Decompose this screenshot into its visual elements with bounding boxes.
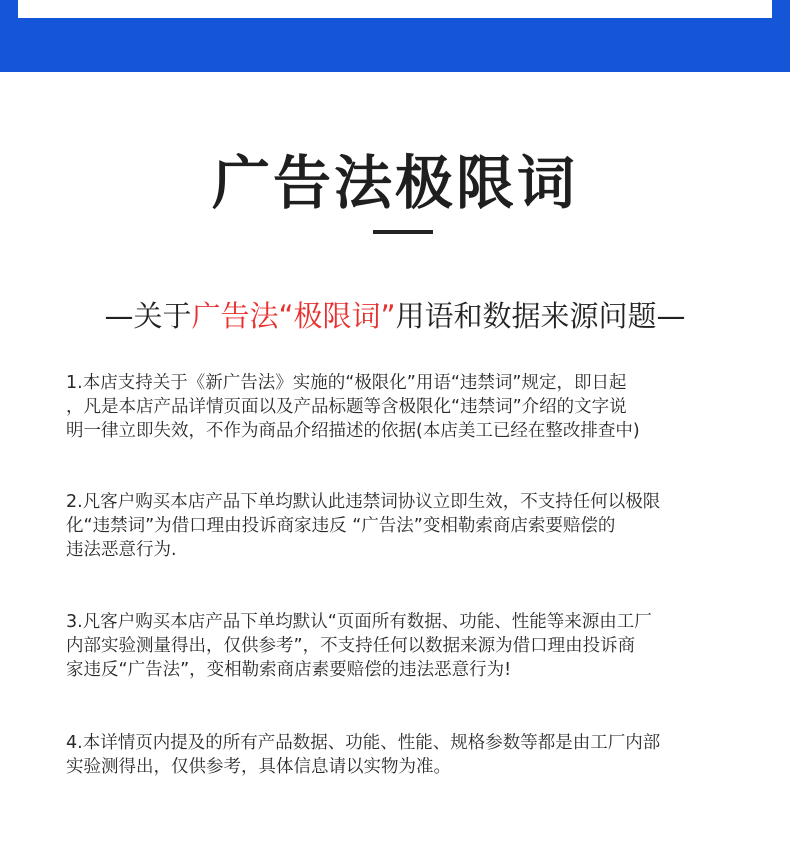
paragraph-line: 违法恶意行为. — [66, 540, 177, 560]
top-band-inner — [18, 0, 772, 18]
paragraph-line: 1.本店支持关于《新广告法》实施的“极限化”用语“违禁词”规定，即日起 — [66, 373, 627, 393]
paragraph-line: 4.本详情页内提及的所有产品数据、功能、性能、规格参数等都是由工厂内部 — [66, 733, 661, 753]
paragraph-1 — [66, 371, 746, 443]
top-band — [0, 0, 790, 72]
paragraph-line: 3.凡客户购买本店产品下单均默认“页面所有数据、功能、性能等来源由工厂 — [66, 612, 652, 632]
paragraph-line: 实验测得出，仅供参考，具体信息请以实物为准。 — [66, 757, 451, 777]
paragraph-line: 化“违禁词”为借口理由投诉商家违反 “广告法”变相勒索商店索要赔偿的 — [66, 516, 616, 536]
paragraph-line: 明一律立即失效，不作为商品介绍描述的依据(本店美工已经在整改排查中) — [66, 421, 640, 441]
paragraph-3 — [66, 610, 746, 682]
paragraph-line: ，凡是本店产品详情页面以及产品标题等含极限化“违禁词”介绍的文字说 — [66, 397, 627, 417]
paragraph-line: 内部实验测量得出，仅供参考”，不支持任何以数据来源为借口理由投诉商 — [66, 636, 636, 656]
paragraph-line: 家违反“广告法”，变相勒索商店素要赔偿的违法恶意行为! — [66, 660, 512, 680]
title-divider — [373, 230, 433, 234]
paragraph-2 — [66, 490, 746, 562]
paragraph-4 — [66, 731, 746, 779]
subtitle-highlight: 广告法“极限词” — [191, 299, 396, 333]
subtitle-prefix: —关于 — [104, 299, 192, 333]
page-title: 广告法极限词 — [211, 149, 578, 217]
subtitle — [0, 296, 790, 336]
subtitle-suffix: 用语和数据来源问题— — [395, 299, 686, 333]
paragraph-line: 2.凡客户购买本店产品下单均默认此违禁词协议立即生效，不支持任何以极限 — [66, 492, 661, 512]
